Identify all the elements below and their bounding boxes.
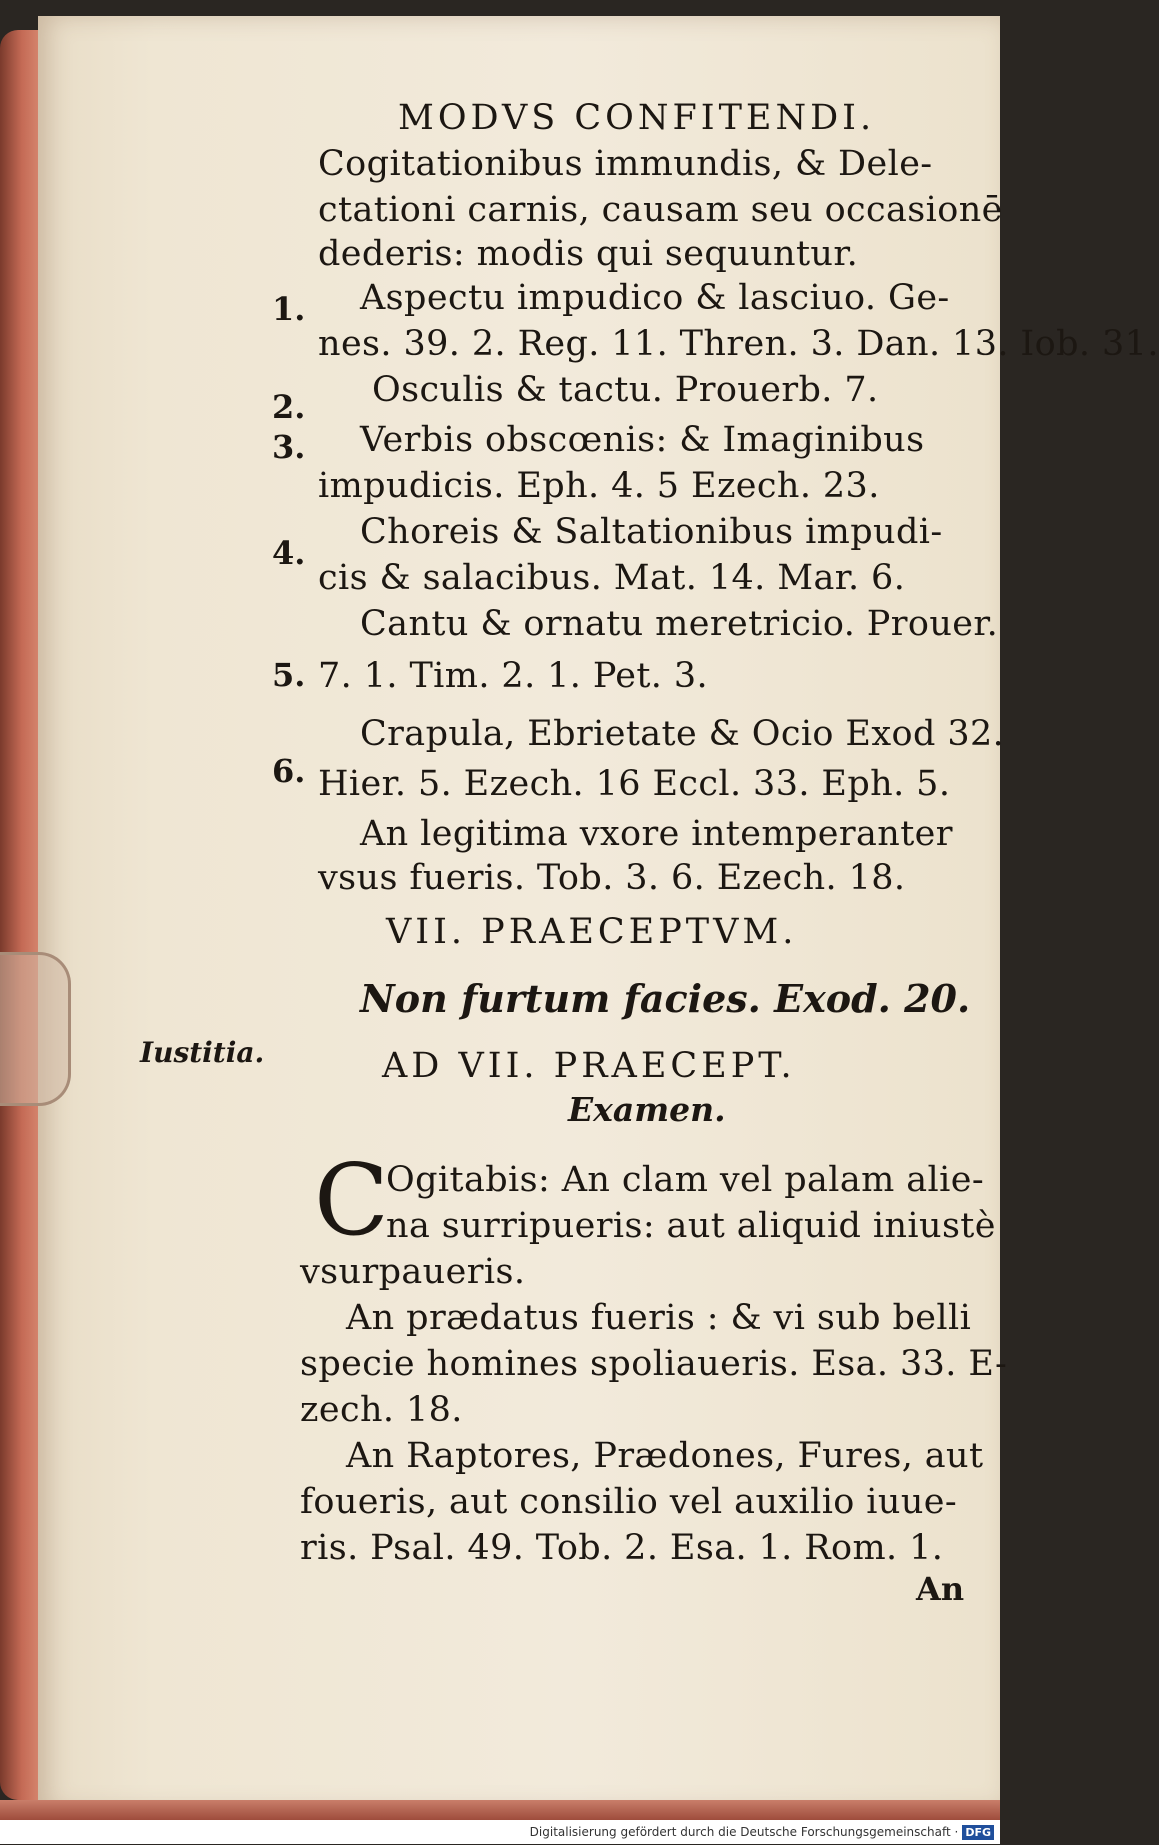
precept-text: Non furtum facies. Exod. 20. [360,976,971,1021]
drop-cap: C [314,1144,389,1258]
item-line: Osculis & tactu. Prouerb. 7. [372,370,879,410]
intro-line: dederis: modis qui sequuntur. [318,234,859,274]
exam-line: vsurpaueris. [300,1252,526,1292]
item-line: An legitima vxore intemperanter [360,814,953,854]
item-line: Cantu & ornatu meretricio. Prouer. [360,604,999,644]
exam-line: ris. Psal. 49. Tob. 2. Esa. 1. Rom. 1. [300,1528,944,1568]
section-subtitle: Examen. [568,1090,726,1129]
exam-line: na surripueris: aut aliquid iniustè [386,1206,996,1246]
precept-title: VII. PRAECEPTVM. [386,912,798,952]
dfg-logo: DFG [962,1825,994,1840]
item-line: nes. 39. 2. Reg. 11. Thren. 3. Dan. 13. Iob. 31. [318,324,1159,364]
footer-credit: Digitalisierung gefördert durch die Deutsche Forschungsgemeinschaft · [529,1825,959,1839]
item-number: 3. [272,428,306,466]
item-line: Verbis obscœnis: & Imaginibus [360,420,925,460]
item-line: vsus fueris. Tob. 3. 6. Ezech. 18. [318,858,906,898]
intro-line: ctationi carnis, causam seu occasionē [318,190,1003,230]
item-line: Choreis & Saltationibus impudi- [360,512,943,552]
item-number: 4. [272,534,306,572]
item-number: 6. [272,752,306,790]
digitization-footer [0,1820,1000,1844]
item-number: 1. [272,290,306,328]
item-line: Aspectu impudico & lasciuo. Ge- [360,278,950,318]
margin-note: Iustitia. [140,1036,265,1069]
item-number: 2. [272,388,306,426]
exam-line: foueris, aut consilio vel auxilio iuue- [300,1482,958,1522]
item-line: impudicis. Eph. 4. 5 Ezech. 23. [318,466,880,506]
exam-line: An prædatus fueris : & vi sub belli [346,1298,972,1338]
exam-line: An Raptores, Prædones, Fures, aut [346,1436,984,1476]
catchword: An [916,1570,965,1608]
running-head: MODVS CONFITENDI. [398,98,876,138]
exam-line: Ogitabis: An clam vel palam alie- [386,1160,985,1200]
item-line: cis & salacibus. Mat. 14. Mar. 6. [318,558,906,598]
exam-line: specie homines spoliaueris. Esa. 33. E- [300,1344,1008,1384]
item-line: Hier. 5. Ezech. 16 Eccl. 33. Eph. 5. [318,764,951,804]
exam-line: zech. 18. [300,1390,463,1430]
item-number: 5. [272,656,306,694]
item-line: Crapula, Ebrietate & Ocio Exod 32. [360,714,1005,754]
section-title: AD VII. PRAECEPT. [382,1046,796,1086]
item-line: 7. 1. Tim. 2. 1. Pet. 3. [318,656,709,696]
intro-line: Cogitationibus immundis, & Dele- [318,144,933,184]
